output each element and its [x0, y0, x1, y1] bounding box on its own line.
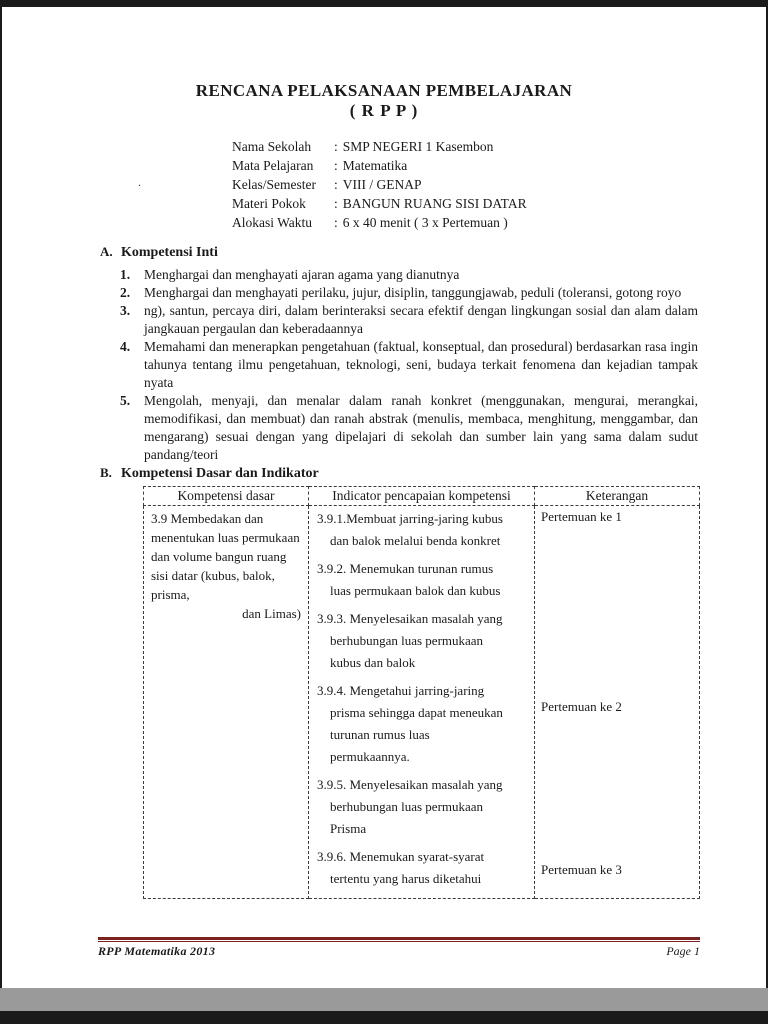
list-item — [120, 284, 698, 302]
section-b-title: Kompetensi Dasar dan Indikator — [121, 466, 319, 481]
meta-label: Kelas/Semester — [232, 177, 316, 192]
title-block — [2, 7, 766, 121]
indicator-item: 3.9.2. Menemukan turunan rumus luas permukaan balok dan kubus — [317, 561, 501, 598]
meta-colon: : — [334, 196, 338, 211]
table-header-row — [144, 487, 700, 506]
stray-mark: . — [138, 175, 141, 189]
list-item-number: 3. — [120, 303, 131, 318]
meta-label: Nama Sekolah — [232, 139, 312, 154]
meta-value: VIII / GENAP — [342, 177, 422, 192]
meta-row — [232, 213, 766, 232]
meta-row — [232, 194, 766, 213]
meta-row — [232, 175, 766, 194]
meta-value: BANGUN RUANG SISI DATAR — [342, 196, 527, 211]
list-item-text: Menghargai dan menghayati ajaran agama yang dianutnya — [144, 267, 460, 282]
footer-document-label: RPP Matematika 2013 — [98, 944, 216, 958]
cell-keterangan — [535, 506, 700, 899]
list-item-number: 2. — [120, 285, 131, 300]
table-header-keterangan: Keterangan — [535, 487, 700, 506]
indicator-item: 3.9.4. Mengetahui jarring-jaring prisma sehingga dapat meneukan turunan rumus luas permukaannya. — [317, 683, 503, 764]
section-b-letter: B. — [100, 465, 112, 480]
list-item-number: 1. — [120, 267, 131, 282]
kompetensi-inti-list — [120, 266, 698, 464]
kompetensi-table — [143, 486, 700, 899]
meta-label: Alokasi Waktu — [232, 215, 313, 230]
list-item — [120, 266, 698, 284]
list-item-number: 4. — [120, 339, 131, 354]
list-item-number: 5. — [120, 393, 131, 408]
indicator-item: 3.9.1.Membuat jarring-jaring kubus dan balok melalui benda konkret — [317, 511, 503, 548]
kompetensi-dasar-text: 3.9 Membedakan dan menentukan luas permukaan dan volume bangun ruang sisi datar (kubus, balok, prisma, — [151, 511, 300, 602]
section-b-heading — [100, 464, 766, 483]
indicator-item: 3.9.3. Menyelesaikan masalah yang berhubungan luas permukaan kubus dan balok — [317, 611, 503, 670]
document-page — [2, 7, 766, 988]
viewer-gray-band — [0, 988, 768, 1011]
table-header-indicator: Indicator pencapaian kompetensi — [309, 487, 535, 506]
meta-row — [232, 156, 766, 175]
section-a-title: Kompetensi Inti — [121, 245, 218, 260]
list-item-text: Memahami dan menerapkan pengetahuan (faktual, konseptual, dan prosedural) berdasarkan rasa ingin tahunya tentang ilmu pengetahuan, teknologi, seni, budaya terkait fenomena dan kejadian tampak nyata — [144, 339, 698, 390]
document-title: RENCANA PELAKSANAAN PEMBELAJARAN — [195, 81, 573, 100]
meta-colon: : — [334, 177, 338, 192]
document-meta — [232, 137, 766, 232]
page-footer — [98, 937, 700, 959]
footer-rule — [98, 937, 700, 943]
list-item-text: ng), santun, percaya diri, dalam berinteraksi secara efektif dengan lingkungan sosial dan alam dalam jangkauan pergaulan dan keberadaannya — [144, 303, 698, 336]
meta-value: SMP NEGERI 1 Kasembon — [342, 139, 494, 154]
kompetensi-dasar-tail: dan Limas) — [242, 606, 301, 621]
footer-page-number: Page 1 — [666, 944, 700, 958]
meta-value: 6 x 40 menit ( 3 x Pertemuan ) — [342, 215, 508, 230]
meta-row — [232, 137, 766, 156]
cell-kompetensi-dasar — [144, 506, 309, 899]
list-item — [120, 302, 698, 338]
meta-label: Mata Pelajaran — [232, 158, 314, 173]
table-header-kompetensi-dasar: Kompetensi dasar — [144, 487, 309, 506]
meta-colon: : — [334, 139, 338, 154]
indicator-item: 3.9.5. Menyelesaikan masalah yang berhubungan luas permukaan Prisma — [317, 777, 503, 836]
document-subtitle: ( R P P ) — [349, 101, 419, 120]
footer-text-row — [98, 944, 700, 959]
cell-indicators — [309, 506, 535, 899]
meta-colon: : — [334, 215, 338, 230]
indicator-item: 3.9.6. Menemukan syarat-syarat tertentu yang harus diketahui — [317, 849, 485, 886]
keterangan-item: Pertemuan ke 1 — [541, 509, 622, 524]
list-item-text: Menghargai dan menghayati perilaku, jujur, disiplin, tanggungjawab, peduli (toleransi, gotong royo — [144, 285, 682, 300]
table-row — [144, 506, 700, 899]
meta-value: Matematika — [342, 158, 408, 173]
list-item — [120, 338, 698, 392]
section-a-letter: A. — [100, 244, 113, 259]
meta-label: Materi Pokok — [232, 196, 306, 211]
section-a-heading — [100, 243, 766, 262]
list-item-text: Mengolah, menyaji, dan menalar dalam ranah konkret (menggunakan, mengurai, merangkai, memodifikasi, dan membuat) dan ranah abstrak (menulis, membaca, menghitung, menggambar, dan mengarang) sesuai dengan yang dipelajari di sekolah dan sumber lain yang sama dalam sudut pandang/teori — [144, 393, 698, 462]
meta-colon: : — [334, 158, 338, 173]
keterangan-item: Pertemuan ke 3 — [541, 862, 622, 877]
keterangan-item: Pertemuan ke 2 — [541, 699, 622, 714]
list-item — [120, 392, 698, 464]
